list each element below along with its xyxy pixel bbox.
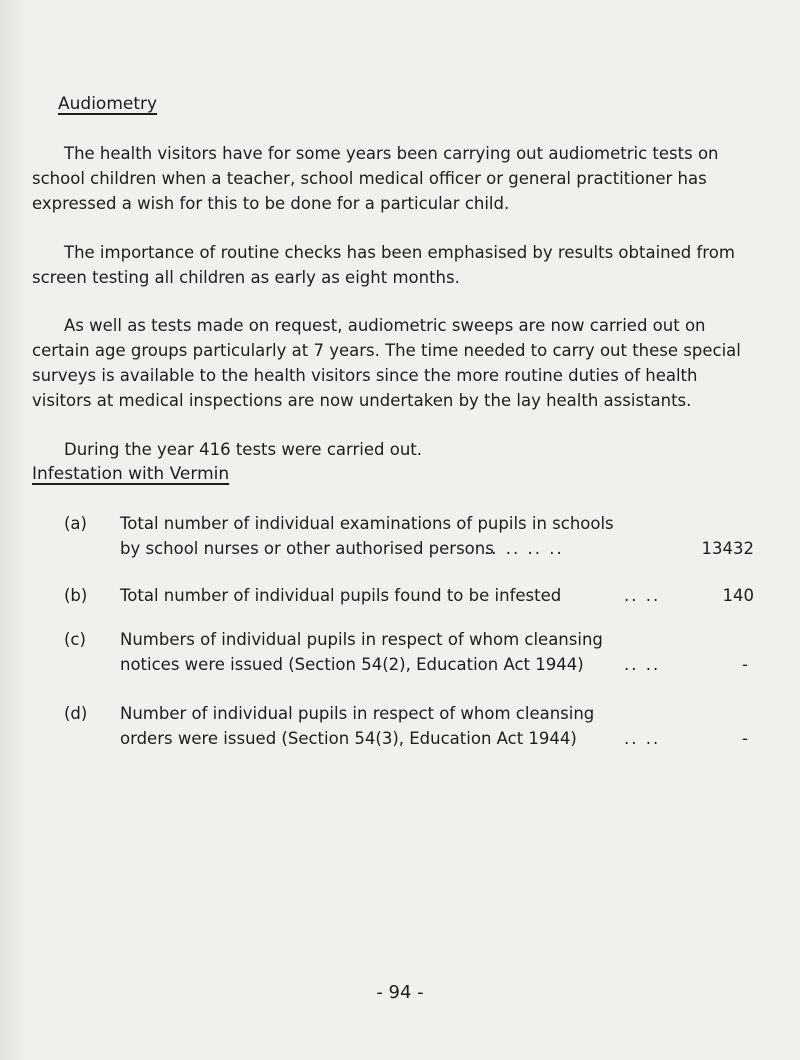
audiometry-paragraph-1: The health visitors have for some years been carrying out audiometric tests on school children when a teacher, school medical officer or general practitioner has expressed a wish for this to be done for a particular child. — [32, 144, 719, 213]
item-letter: (d) — [64, 704, 88, 723]
item-line-2: orders were issued (Section 54(3), Education Act 1944) — [120, 729, 577, 748]
item-value: 140 — [722, 586, 754, 605]
dot-leader: .. .. .. .. — [484, 539, 564, 558]
item-description — [120, 701, 595, 751]
item-line-2: by school nurses or other authorised persons — [120, 539, 494, 558]
item-line-2: notices were issued (Section 54(2), Education Act 1944) — [120, 655, 584, 674]
page-number: - 94 - — [376, 982, 424, 1003]
audiometry-heading: Audiometry — [58, 94, 158, 114]
item-description — [120, 583, 590, 608]
item-value: 13432 — [701, 539, 754, 558]
item-value: - — [742, 729, 748, 748]
item-value: - — [742, 655, 748, 674]
item-line-1: Total number of individual pupils found to be infested — [120, 586, 562, 605]
item-line-1: Number of individual pupils in respect of whom cleansing — [120, 704, 595, 723]
audiometry-paragraph-3: As well as tests made on request, audiometric sweeps are now carried out on certain age groups particularly at 7 years. The time needed to carry out these special surveys is available to the health visitors since the more routine duties of health visitors at medical inspections are now undertaken by the lay health assistants. — [32, 316, 741, 410]
infestation-item-d — [64, 701, 754, 751]
audiometry-paragraph-4: During the year 416 tests were carried out. — [64, 440, 422, 459]
infestation-item-a — [64, 511, 754, 561]
dot-leader: .. .. — [624, 729, 661, 748]
item-letter: (c) — [64, 630, 86, 649]
dot-leader: .. .. — [624, 655, 661, 674]
item-letter: (b) — [64, 586, 88, 605]
infestation-heading: Infestation with Vermin — [32, 464, 230, 484]
item-description — [120, 627, 603, 677]
audiometry-paragraph-2: The importance of routine checks has been emphasised by results obtained from screen testing all children as early as eight months. — [32, 243, 735, 287]
dot-leader: .. .. — [624, 586, 661, 605]
infestation-item-b — [64, 583, 754, 608]
item-letter: (a) — [64, 514, 87, 533]
infestation-item-c — [64, 627, 754, 677]
page-edge-shadow — [0, 0, 30, 1060]
item-line-1: Total number of individual examinations of pupils in schools — [120, 514, 614, 533]
item-line-1: Numbers of individual pupils in respect of whom cleansing — [120, 630, 603, 649]
